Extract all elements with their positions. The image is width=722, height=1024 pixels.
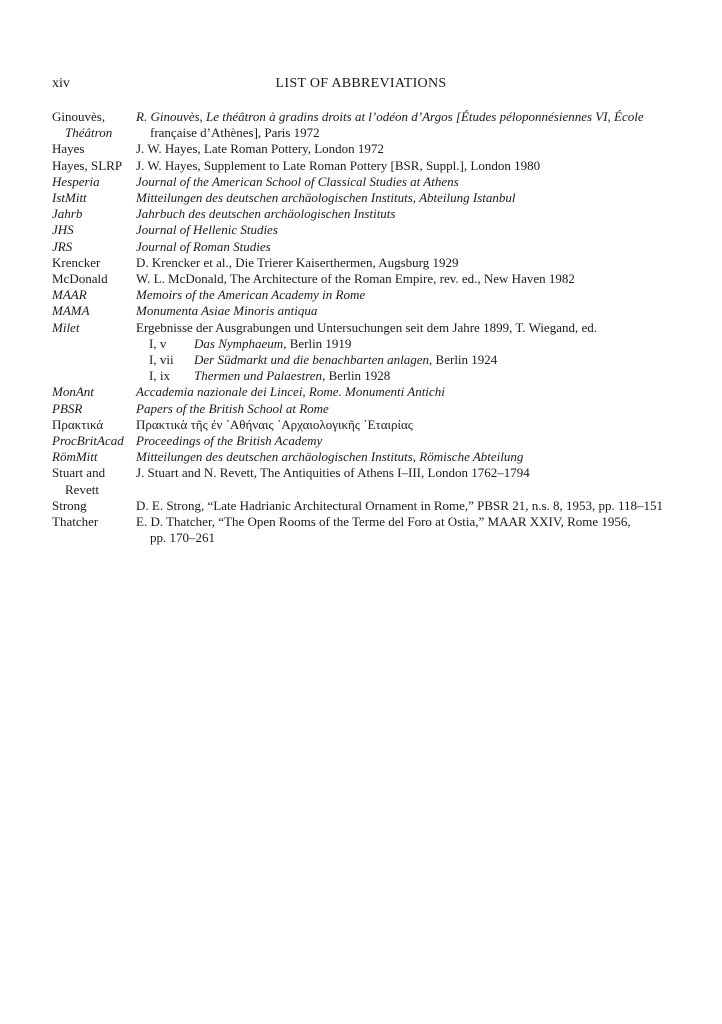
milet-volume bbox=[52, 336, 672, 352]
volume-title: Das Nymphaeum bbox=[194, 335, 284, 351]
definition: Πρακτικὰ τῆς ἐν ᾿Αθήναις ᾿Αρχαιολογικῆς ῾Εταιρίας bbox=[136, 416, 413, 432]
abbr-label: RömMitt bbox=[52, 449, 98, 465]
abbr-label: McDonald bbox=[52, 271, 108, 287]
entry-ginouves bbox=[52, 109, 672, 141]
entry-procbritacad bbox=[52, 433, 672, 449]
entry-krencker bbox=[52, 255, 672, 271]
definition: D. E. Strong, “Late Hadrianic Architectural Ornament in Rome,” PBSR 21, n.s. 8, 1953, pp. 118–151 bbox=[136, 497, 664, 513]
definition: J. W. Hayes, Supplement to Late Roman Pottery [BSR, Suppl.], London 1980 bbox=[136, 157, 541, 173]
abbr-label: MAAR bbox=[52, 287, 87, 303]
abbr-label: Hayes bbox=[52, 141, 85, 157]
milet-volume bbox=[52, 352, 672, 368]
entry-monant bbox=[52, 384, 672, 400]
entry-strong bbox=[52, 498, 672, 514]
abbr-label: Hayes, SLRP bbox=[52, 157, 123, 173]
abbr-label: MAMA bbox=[52, 303, 90, 319]
entry-mcdonald bbox=[52, 271, 672, 287]
entry-stuart-revett bbox=[52, 465, 672, 497]
entry-istmitt bbox=[52, 190, 672, 206]
definition-cont: française d’Athènes], Paris 1972 bbox=[150, 125, 320, 141]
volume-imprint: , Berlin 1928 bbox=[322, 368, 391, 384]
abbr-label: Stuart and bbox=[52, 465, 106, 481]
volume-number: I, vii bbox=[149, 352, 174, 368]
abbreviation-list bbox=[52, 109, 672, 546]
running-head: LIST OF ABBREVIATIONS bbox=[275, 76, 447, 91]
definition: Papers of the British School at Rome bbox=[136, 400, 329, 416]
definition: Journal of Roman Studies bbox=[136, 238, 271, 254]
entry-jrs bbox=[52, 239, 672, 255]
abbr-label: Πρακτικά bbox=[52, 416, 104, 432]
volume-title: Der Südmarkt und die benachbarten anlagen bbox=[194, 352, 430, 368]
entry-rommitt bbox=[52, 449, 672, 465]
abbr-label: IstMitt bbox=[52, 190, 87, 206]
entry-thatcher bbox=[52, 514, 672, 546]
entry-maar bbox=[52, 287, 672, 303]
definition: J. Stuart and N. Revett, The Antiquities of Athens I–III, London 1762–1794 bbox=[136, 465, 530, 481]
definition-cont: pp. 170–261 bbox=[150, 530, 215, 546]
entry-hayes bbox=[52, 141, 672, 157]
milet-volume bbox=[52, 368, 672, 384]
entry-jahrb bbox=[52, 206, 672, 222]
volume-imprint: , Berlin 1924 bbox=[429, 352, 498, 368]
definition: Journal of the American School of Classical Studies at Athens bbox=[136, 173, 459, 189]
definition: Ergebnisse der Ausgrabungen und Untersuchungen seit dem Jahre 1899, T. Wiegand, ed. bbox=[136, 319, 597, 335]
abbr-label: Milet bbox=[52, 319, 80, 335]
entry-praktika bbox=[52, 417, 672, 433]
abbr-label: Hesperia bbox=[52, 173, 100, 189]
entry-jhs bbox=[52, 222, 672, 238]
definition: J. W. Hayes, Late Roman Pottery, London 1972 bbox=[136, 141, 384, 157]
definition: Accademia nazionale dei Lincei, Rome. Monumenti Antichi bbox=[136, 384, 445, 400]
definition: Monumenta Asiae Minoris antiqua bbox=[136, 303, 318, 319]
abbr-label: ProcBritAcad bbox=[52, 433, 124, 449]
definition: R. Ginouvès, Le théâtron à gradins droits at l’odéon d’Argos [Études péloponnésiennes VI, École bbox=[136, 109, 644, 124]
abbr-label: JHS bbox=[52, 222, 74, 238]
definition: Jahrbuch des deutschen archäologischen Instituts bbox=[136, 206, 396, 222]
definition: Journal of Hellenic Studies bbox=[136, 222, 278, 238]
definition: Mitteilungen des deutschen archäologischen Instituts, Abteilung Istanbul bbox=[136, 190, 516, 206]
volume-title: Thermen und Palaestren bbox=[194, 368, 323, 384]
abbr-label-cont: Revett bbox=[65, 481, 99, 497]
abbr-label: Krencker bbox=[52, 254, 101, 270]
definition: Mitteilungen des deutschen archäologischen Instituts, Römische Abteilung bbox=[136, 449, 524, 465]
abbr-label: Jahrb bbox=[52, 206, 83, 222]
entry-hesperia bbox=[52, 174, 672, 190]
volume-number: I, v bbox=[149, 335, 167, 351]
abbr-label: Thatcher bbox=[52, 514, 99, 530]
definition: D. Krencker et al., Die Trierer Kaiserthermen, Augsburg 1929 bbox=[136, 254, 459, 270]
definition: Proceedings of the British Academy bbox=[136, 433, 323, 449]
entry-pbsr bbox=[52, 401, 672, 417]
entry-milet bbox=[52, 320, 672, 336]
volume-number: I, ix bbox=[149, 368, 170, 384]
abbr-label: JRS bbox=[52, 238, 73, 254]
abbr-label: Strong bbox=[52, 497, 87, 513]
abbr-label-cont: Théâtron bbox=[65, 125, 113, 141]
definition: Memoirs of the American Academy in Rome bbox=[136, 287, 366, 303]
definition: E. D. Thatcher, “The Open Rooms of the Terme del Foro at Ostia,” MAAR XXIV, Rome 1956, bbox=[136, 514, 631, 530]
entry-mama bbox=[52, 303, 672, 319]
entry-hayes-slrp bbox=[52, 158, 672, 174]
page-number: xiv bbox=[52, 76, 70, 91]
abbr-label: Ginouvès, bbox=[52, 109, 106, 124]
abbr-label: MonAnt bbox=[52, 384, 94, 400]
abbr-label: PBSR bbox=[52, 400, 83, 416]
definition: W. L. McDonald, The Architecture of the Roman Empire, rev. ed., New Haven 1982 bbox=[136, 271, 575, 287]
volume-imprint: , Berlin 1919 bbox=[283, 335, 352, 351]
